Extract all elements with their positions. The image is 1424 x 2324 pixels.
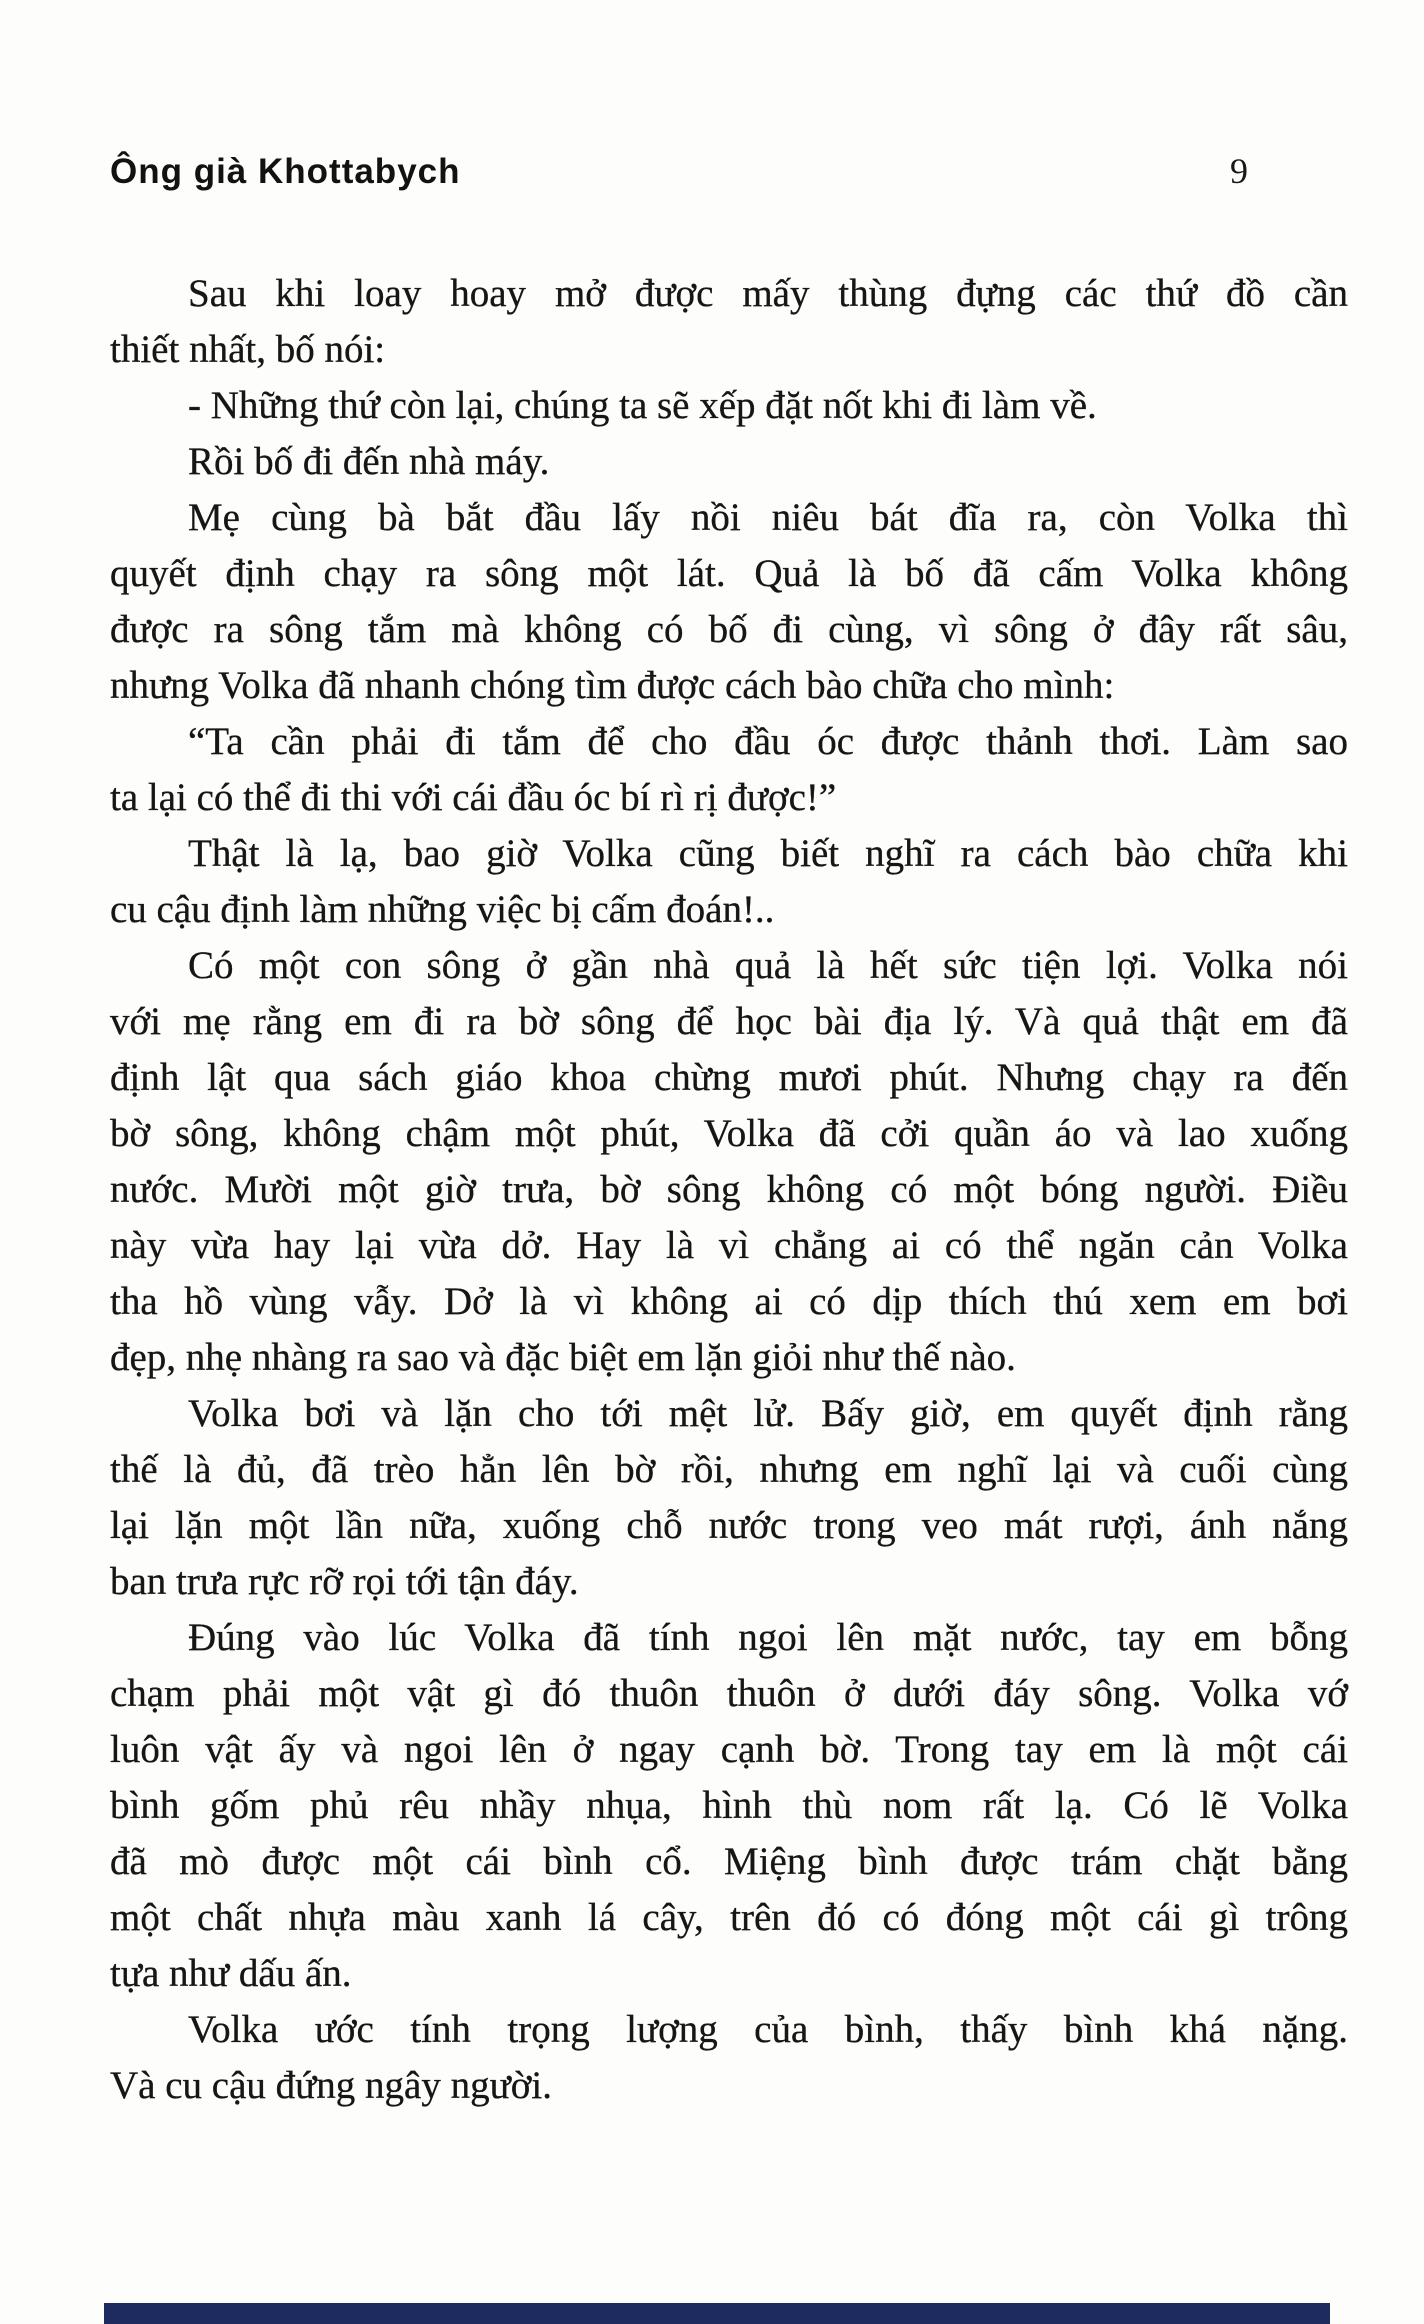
- footer-bar: [104, 2303, 1330, 2324]
- text-line: một chất nhựa màu xanh lá cây, trên đó có đóng một cái gì trông: [110, 1896, 1348, 1939]
- text-line: Volka ước tính trọng lượng của bình, thấy bình khá nặng.: [188, 2008, 1348, 2051]
- text-line: được ra sông tắm mà không có bố đi cùng, vì sông ở đây rất sâu,: [110, 608, 1348, 651]
- text-line: lại lặn một lần nữa, xuống chỗ nước trong veo mát rượi, ánh nắng: [110, 1504, 1348, 1547]
- text-line: luôn vật ấy và ngoi lên ở ngay cạnh bờ. Trong tay em là một cái: [110, 1728, 1348, 1771]
- text-line: bờ sông, không chậm một phút, Volka đã cởi quần áo và lao xuống: [110, 1112, 1348, 1155]
- text-line: Có một con sông ở gần nhà quả là hết sức tiện lợi. Volka nói: [188, 944, 1348, 987]
- text-line: Thật là lạ, bao giờ Volka cũng biết nghĩ ra cách bào chữa khi: [188, 832, 1348, 875]
- text-line: Rồi bố đi đến nhà máy.: [188, 440, 550, 483]
- text-line: định lật qua sách giáo khoa chừng mươi phút. Nhưng chạy ra đến: [110, 1056, 1348, 1099]
- text-line: tha hồ vùng vẫy. Dở là vì không ai có dịp thích thú xem em bơi: [110, 1280, 1348, 1323]
- text-line: nước. Mười một giờ trưa, bờ sông không có một bóng người. Điều: [110, 1168, 1348, 1211]
- text-line: ban trưa rực rỡ rọi tới tận đáy.: [110, 1560, 579, 1603]
- text-line: bình gốm phủ rêu nhầy nhụa, hình thù nom rất lạ. Có lẽ Volka: [110, 1784, 1348, 1827]
- body-text: [110, 266, 1348, 2114]
- text-line: Volka bơi và lặn cho tới mệt lử. Bấy giờ, em quyết định rằng: [188, 1392, 1348, 1435]
- page-header: [110, 150, 1348, 192]
- text-line: đẹp, nhẹ nhàng ra sao và đặc biệt em lặn giỏi như thế nào.: [110, 1336, 1016, 1379]
- text-line: “Ta cần phải đi tắm để cho đầu óc được thảnh thơi. Làm sao: [188, 720, 1348, 763]
- text-line: Và cu cậu đứng ngây người.: [110, 2064, 552, 2107]
- text-line: - Những thứ còn lại, chúng ta sẽ xếp đặt nốt khi đi làm về.: [188, 384, 1097, 427]
- text-line: chạm phải một vật gì đó thuôn thuôn ở dưới đáy sông. Volka vớ: [110, 1672, 1348, 1715]
- text-line: Sau khi loay hoay mở được mấy thùng đựng các thứ đồ cần: [188, 272, 1348, 315]
- text-line: với mẹ rằng em đi ra bờ sông để học bài địa lý. Và quả thật em đã: [110, 1000, 1348, 1043]
- text-line: tựa như dấu ấn.: [110, 1952, 352, 1995]
- text-line: quyết định chạy ra sông một lát. Quả là bố đã cấm Volka không: [110, 552, 1348, 595]
- text-line: đã mò được một cái bình cổ. Miệng bình được trám chặt bằng: [110, 1840, 1348, 1883]
- text-line: thiết nhất, bố nói:: [110, 328, 386, 371]
- text-line: Mẹ cùng bà bắt đầu lấy nồi niêu bát đĩa ra, còn Volka thì: [188, 496, 1348, 539]
- running-header-title: Ông già Khottabych: [110, 152, 461, 191]
- text-line: nhưng Volka đã nhanh chóng tìm được cách bào chữa cho mình:: [110, 664, 1115, 707]
- text-line: thế là đủ, đã trèo hẳn lên bờ rồi, nhưng em nghĩ lại và cuối cùng: [110, 1448, 1348, 1491]
- text-line: này vừa hay lại vừa dở. Hay là vì chẳng ai có thể ngăn cản Volka: [110, 1224, 1348, 1267]
- text-line: Đúng vào lúc Volka đã tính ngoi lên mặt nước, tay em bỗng: [188, 1616, 1348, 1659]
- page-number: 9: [1230, 151, 1248, 191]
- text-line: ta lại có thể đi thi với cái đầu óc bí rì rị được!”: [110, 776, 837, 819]
- text-line: cu cậu định làm những việc bị cấm đoán!..: [110, 888, 775, 931]
